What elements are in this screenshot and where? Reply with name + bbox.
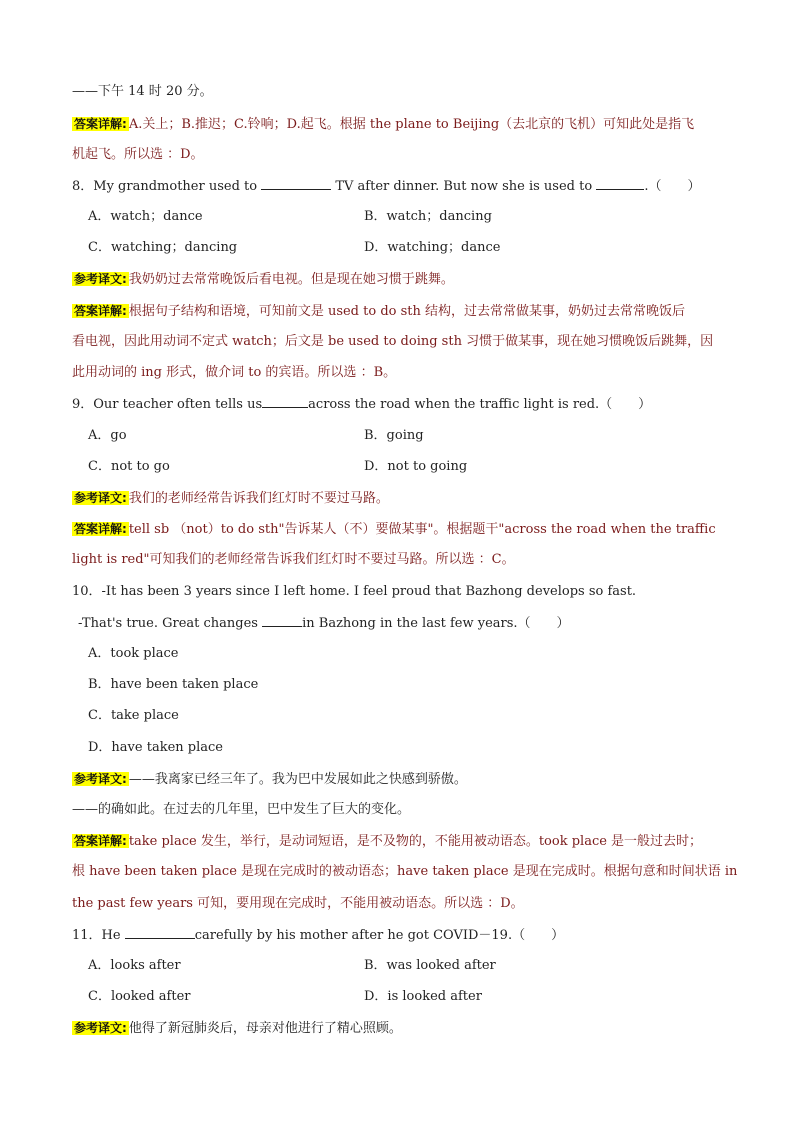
q7-explain-text-2: 机起飞。所以选 ：D。: [72, 147, 204, 162]
q9-option-b: B．going: [364, 428, 424, 443]
q10-translation-text-1: ——我离家已经三年了。我为巴中发展如此之快感到骄傲。: [128, 772, 467, 787]
q10-option-a: A．took place: [88, 646, 179, 661]
q8-stem-part-c: .（ ）: [644, 179, 701, 194]
q9-blank: [262, 395, 308, 408]
q10-option-c: C．take place: [88, 708, 179, 723]
q11-option-b: B．was looked after: [364, 958, 496, 973]
translation-tag: 参考译文:: [74, 272, 127, 286]
q9-translation: [72, 489, 389, 508]
q8-blank-2: [596, 177, 644, 190]
q8-explain-text-1: 根据句子结构和语境，可知前文是 used to do sth 结构，过去常常做某事，奶奶过去常常晚饭后: [128, 304, 686, 319]
q8-option-b: B．watch；dancing: [364, 209, 492, 224]
q8-stem-part-a: 8．My grandmother used to: [72, 179, 258, 194]
q11-option-d: D．is looked after: [364, 989, 482, 1004]
q9-option-d: D．not to going: [364, 459, 468, 474]
q10-option-b: B．have been taken place: [88, 677, 259, 692]
q10-stem-part-b: in Bazhong in the last few years.（ ）: [302, 616, 570, 631]
q10-stem-part-a: -That's true. Great changes: [78, 616, 258, 631]
q9-explain-text-2: light is red"可知我们的老师经常告诉我们红灯时不要过马路。所以选 ：C。: [72, 552, 515, 567]
q9-explanation: [72, 520, 716, 539]
explain-tag: 答案详解:: [74, 834, 127, 848]
q8-translation: [72, 270, 454, 289]
q8-explanation: [72, 302, 685, 321]
q11-option-a: A．looks after: [88, 958, 181, 973]
answer-time-line: ——下午 14 时 20 分。: [72, 84, 213, 99]
q11-blank: [125, 926, 195, 939]
q8-stem: [72, 177, 700, 196]
q10-explain-text-3: the past few years 可知，要用现在完成时，不能用被动语态。所以选 ：D。: [72, 896, 524, 911]
q9-stem-part-b: across the road when the traffic light is red.（ ）: [308, 397, 652, 412]
q10-option-d: D．have taken place: [88, 740, 223, 755]
q8-option-d: D．watching；dance: [364, 240, 501, 255]
q8-blank-1: [261, 177, 331, 190]
q9-explain-text-1: tell sb （not）to do sth"告诉某人（不）要做某事"。根据题干"across the road when the traffic: [128, 522, 716, 537]
q10-stem-2: [78, 614, 570, 633]
q11-stem-part-a: 11．He: [72, 928, 121, 943]
q10-blank: [262, 614, 302, 627]
explain-tag: 答案详解:: [74, 522, 127, 536]
q7-explanation: [72, 115, 694, 134]
q11-stem: [72, 926, 564, 945]
q8-option-c: C．watching；dancing: [88, 240, 238, 255]
q8-explain-text-3: 此用动词的 ing 形式，做介词 to 的宾语。所以选 ：B。: [72, 365, 397, 380]
q10-translation: [72, 770, 467, 789]
q10-explanation: [72, 832, 702, 851]
q11-option-c: C．looked after: [88, 989, 191, 1004]
q10-stem-1: 10．-It has been 3 years since I left home. I feel proud that Bazhong develops so fast.: [72, 584, 637, 599]
q8-translation-text: 我奶奶过去常常晚饭后看电视。但是现在她习惯于跳舞。: [128, 272, 454, 287]
q9-stem: [72, 395, 651, 414]
q10-translation-text-2: ——的确如此。在过去的几年里，巴中发生了巨大的变化。: [72, 802, 411, 817]
q8-stem-part-b: TV after dinner. But now she is used to: [335, 179, 593, 194]
explain-tag: 答案详解:: [74, 117, 127, 131]
q8-option-a: A．watch；dance: [88, 209, 203, 224]
q8-explain-text-2: 看电视，因此用动词不定式 watch；后文是 be used to doing sth 习惯于做某事，现在她习惯晚饭后跳舞，因: [72, 334, 714, 349]
q11-stem-part-b: carefully by his mother after he got COVID－19.（ ）: [194, 928, 565, 943]
q11-translation-text: 他得了新冠肺炎后，母亲对他进行了精心照顾。: [128, 1021, 402, 1036]
q7-explain-text-1: A.关上；B.推迟；C.铃响；D.起飞。根据 the plane to Beijing（去北京的飞机）可知此处是指飞: [128, 117, 695, 132]
q9-translation-text: 我们的老师经常告诉我们红灯时不要过马路。: [128, 491, 389, 506]
q9-option-a: A．go: [88, 428, 127, 443]
q9-stem-part-a: 9．Our teacher often tells us: [72, 397, 263, 412]
explain-tag: 答案详解:: [74, 304, 127, 318]
q10-explain-text-2: 根 have been taken place 是现在完成时的被动语态；have taken place 是现在完成时。根据句意和时间状语 in: [72, 864, 738, 879]
translation-tag: 参考译文:: [74, 1021, 127, 1035]
translation-tag: 参考译文:: [74, 491, 127, 505]
q10-explain-text-1: take place 发生，举行，是动词短语，是不及物的，不能用被动语态。took place 是一般过去时；: [128, 834, 703, 849]
translation-tag: 参考译文:: [74, 772, 127, 786]
q11-translation: [72, 1019, 402, 1038]
q9-option-c: C．not to go: [88, 459, 170, 474]
